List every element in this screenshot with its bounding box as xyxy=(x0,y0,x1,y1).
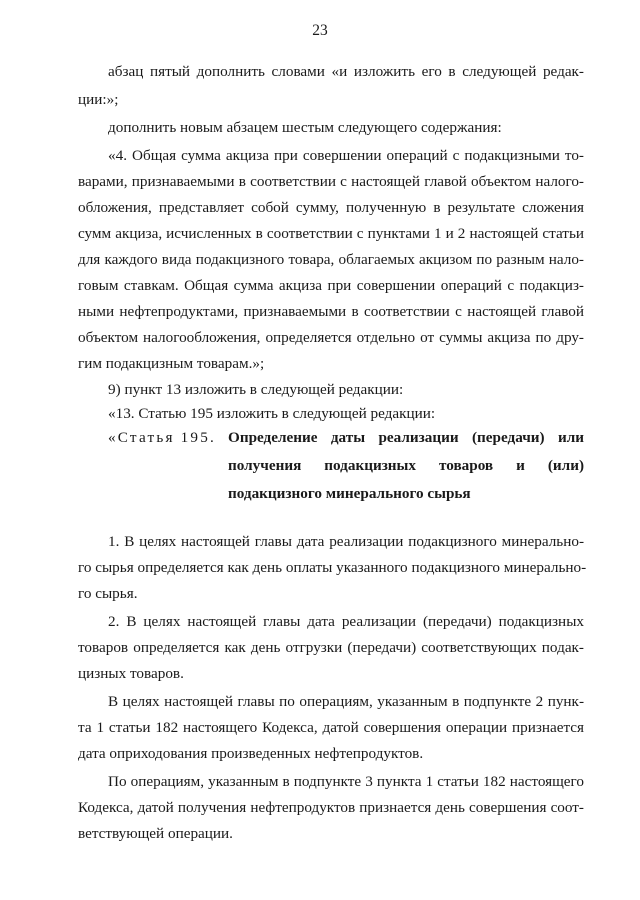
text-line: гим подакцизным товарам.»; xyxy=(78,355,265,372)
text-line: 2. В целях настоящей главы дата реализации (передачи) подакцизных xyxy=(108,613,584,630)
text-line: объектом налогообложения, определяется отдельно от суммы акциза по дру- xyxy=(78,329,584,346)
text-line: ветствующей операции. xyxy=(78,825,233,842)
article-label: «Статья 195. xyxy=(108,429,217,446)
text-line: Кодекса, датой получения нефтепродуктов признается день совершения соот- xyxy=(78,799,584,816)
article-title-line: подакцизного минерального сырья xyxy=(228,485,471,502)
text-line: абзац пятый дополнить словами «и изложить его в следующей редак- xyxy=(108,63,584,80)
text-line: обложения, представляет собой сумму, полученную в результате сложения xyxy=(78,199,584,216)
text-line: цизных товаров. xyxy=(78,665,184,682)
text-line: ции:»; xyxy=(78,91,119,108)
text-line: сумм акциза, исчисленных в соответствии с пунктами 1 и 2 настоящей статьи xyxy=(78,225,584,242)
text-line: та 1 статьи 182 настоящего Кодекса, датой совершения операции признается xyxy=(78,719,584,736)
text-line: 1. В целях настоящей главы дата реализации подакцизного минерально- xyxy=(108,533,584,550)
text-line: ными нефтепродуктами, признаваемыми в соответствии с настоящей главой xyxy=(78,303,584,320)
text-line: дополнить новым абзацем шестым следующего содержания: xyxy=(108,119,502,136)
text-line: «4. Общая сумма акциза при совершении операций с подакцизными то- xyxy=(108,147,584,164)
article-title-line: Определение даты реализации (передачи) или xyxy=(228,429,584,446)
text-line: для каждого вида подакцизного товара, облагаемых акцизом по разным нало- xyxy=(78,251,584,268)
text-line: «13. Статью 195 изложить в следующей редакции: xyxy=(108,405,436,422)
text-line: го сырья. xyxy=(78,585,138,602)
text-line: товаров определяется как день отгрузки (передачи) соответствующих подак- xyxy=(78,639,584,656)
text-line: В целях настоящей главы по операциям, указанным в подпункте 2 пунк- xyxy=(108,693,584,710)
text-line: дата оприходования произведенных нефтепродуктов. xyxy=(78,745,424,762)
text-line: 9) пункт 13 изложить в следующей редакции: xyxy=(108,381,404,398)
text-line: го сырья определяется как день оплаты указанного подакцизного минерально- xyxy=(78,559,587,576)
text-line: По операциям, указанным в подпункте 3 пункта 1 статьи 182 настоящего xyxy=(108,773,584,790)
text-line: говым ставкам. Общая сумма акциза при совершении операций с подакциз- xyxy=(78,277,584,294)
page-number: 23 xyxy=(312,22,328,39)
text-line: варами, признаваемыми в соответствии с настоящей главой объектом налого- xyxy=(78,173,584,190)
article-title-line: получения подакцизных товаров и (или) xyxy=(228,457,584,474)
